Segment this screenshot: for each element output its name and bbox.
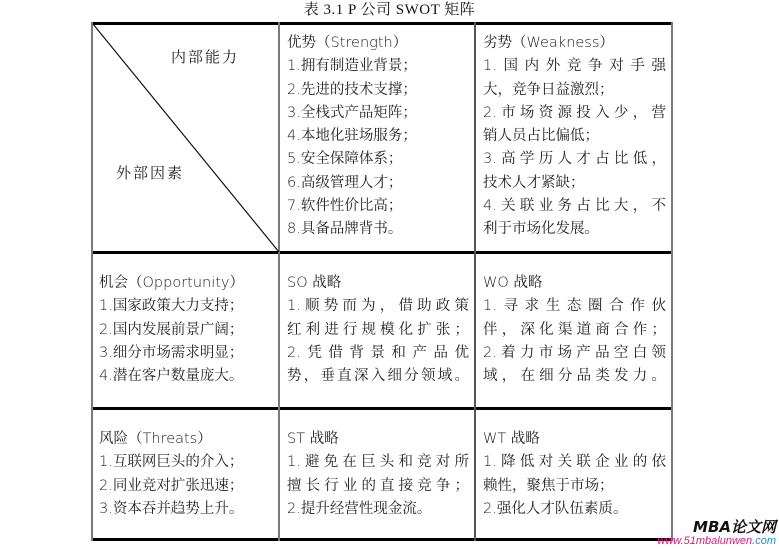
- site-watermark: [657, 519, 776, 547]
- strength-item: 2.先进的技术支撑；: [287, 81, 417, 98]
- threat-item: 2.同业竞对扩张迅速；: [99, 477, 244, 494]
- strength-item: 3.全栈式产品矩阵；: [287, 104, 417, 121]
- weakness-line: 技术人才紧缺；: [483, 174, 585, 191]
- strength-item: 7.软件性价比高；: [287, 198, 403, 215]
- st-strategy-cell: [280, 428, 474, 521]
- table-caption: 表 3.1 P 公司 SWOT 矩阵: [303, 2, 476, 18]
- st-line: 1.避免在巨头和竞对所: [287, 454, 469, 471]
- strength-item: 5.安全保障体系；: [287, 151, 403, 168]
- st-line: 擅长行业的直接竞争；: [287, 477, 469, 494]
- opportunity-item: 2.国内发展前景广阔；: [99, 321, 244, 338]
- weaknesses-title: 劣势（Weakness）: [483, 35, 614, 51]
- wo-line: 伴，深化渠道商合作；: [483, 321, 666, 338]
- wo-line: 域，在细分品类发力。: [483, 368, 666, 385]
- so-line: 1.顺势而为，借助政策: [287, 298, 469, 315]
- wt-line: 1.降低对关联企业的依: [483, 454, 666, 471]
- watermark-title: MBA论文网: [693, 518, 776, 536]
- so-title: SO 战略: [287, 275, 342, 291]
- so-line: 势，垂直深入细分领域。: [287, 368, 469, 385]
- external-factors-label: 外部因素: [116, 164, 185, 182]
- opportunity-item: 1.国家政策大力支持；: [99, 298, 244, 315]
- threats-cell: [93, 428, 278, 521]
- wt-strategy-cell: [476, 428, 671, 521]
- threats-title: 风险（Threats）: [99, 431, 212, 447]
- so-line: 2.凭借背景和产品优: [287, 344, 469, 361]
- strength-item: 6.高级管理人才；: [287, 174, 403, 191]
- strength-item: 1.拥有制造业背景；: [287, 58, 417, 75]
- wo-line: 1.寻求生态圈合作伙: [483, 298, 666, 315]
- row-divider-2: [91, 407, 673, 410]
- st-line: 2.提升经营性现金流。: [287, 500, 432, 517]
- swot-matrix: [91, 22, 673, 541]
- weakness-line: 2.市场资源投入少，营: [483, 104, 666, 121]
- weakness-line: 利于市场化发展。: [483, 221, 599, 238]
- weaknesses-cell: [476, 32, 671, 242]
- st-title: ST 战略: [287, 431, 339, 447]
- wt-title: WT 战略: [483, 431, 540, 447]
- border-bottom: [91, 538, 673, 541]
- opportunities-title: 机会（Opportunity）: [99, 275, 245, 291]
- strength-item: 4.本地化驻场服务；: [287, 128, 417, 145]
- wo-strategy-cell: [476, 272, 671, 388]
- so-strategy-cell: [280, 272, 474, 388]
- wt-line: 2.强化人才队伍素质。: [483, 500, 628, 517]
- weakness-line: 大，竞争日益激烈；: [483, 81, 614, 98]
- strength-item: 8.具备品牌背书。: [287, 221, 403, 238]
- wo-line: 2.着力市场产品空白领: [483, 344, 666, 361]
- opportunity-item: 4.潜在客户数量庞大。: [99, 368, 244, 385]
- weakness-line: 3.高学历人才占比低，: [483, 151, 666, 168]
- threat-item: 1.互联网巨头的介入；: [99, 454, 244, 471]
- strengths-title: 优势（Strength）: [287, 35, 408, 51]
- wo-title: WO 战略: [483, 275, 543, 291]
- so-line: 红利进行规模化扩张；: [287, 321, 469, 338]
- border-right: [671, 22, 673, 541]
- strengths-cell: [280, 32, 474, 242]
- weakness-line: 销人员占比偏低；: [483, 128, 599, 145]
- opportunity-item: 3.细分市场需求明显；: [99, 344, 244, 361]
- opportunities-cell: [93, 272, 278, 388]
- wt-line: 赖性，聚焦于市场；: [483, 477, 614, 494]
- weakness-line: 4.关联业务占比大，不: [483, 198, 666, 215]
- weakness-line: 1.国内外竞争对手强: [483, 58, 666, 75]
- internal-capability-label: 内部能力: [171, 48, 240, 66]
- threat-item: 3.资本吞并趋势上升。: [99, 500, 244, 517]
- watermark-url: www.51mbalunwen.com: [657, 535, 776, 547]
